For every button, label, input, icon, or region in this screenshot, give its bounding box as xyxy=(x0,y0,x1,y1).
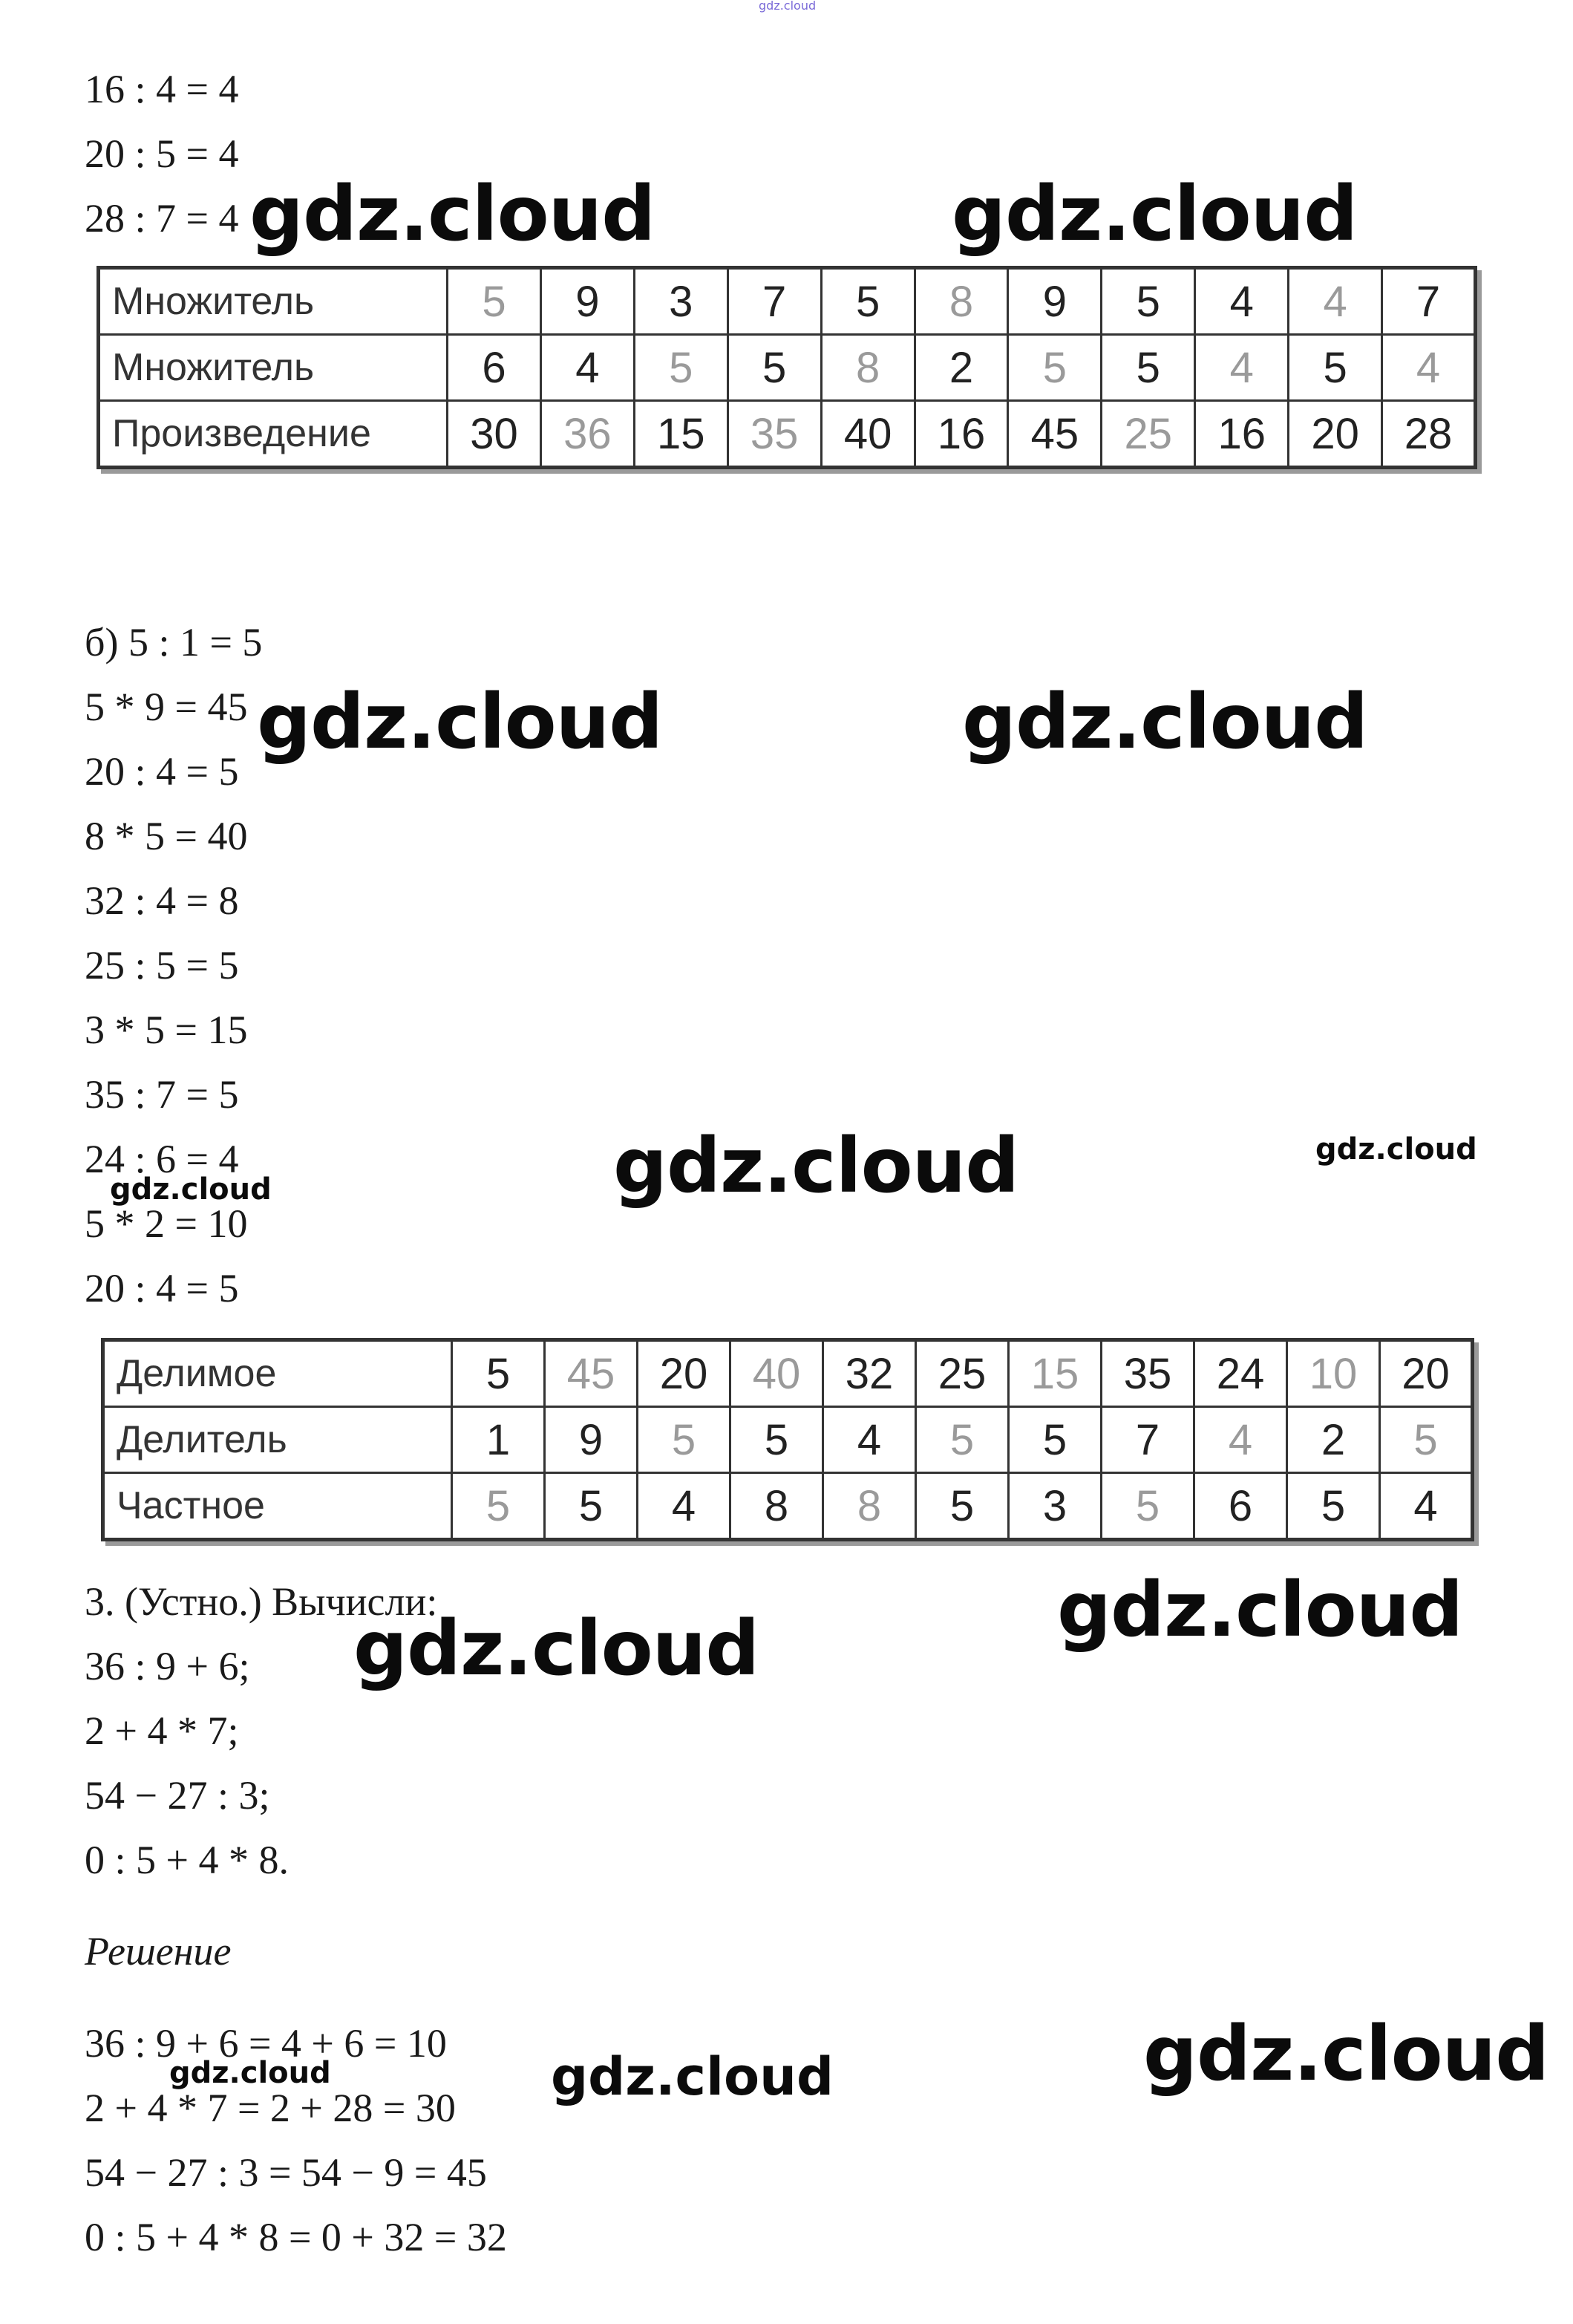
division-table-cell: 5 xyxy=(916,1473,1009,1540)
multiplication-table-row-label: Множитель xyxy=(99,335,448,401)
division-table-cell: 2 xyxy=(1287,1407,1380,1473)
multiplication-table-cell: 5 xyxy=(634,335,727,401)
part-b-line-3: 20 : 4 = 5 xyxy=(85,749,239,794)
watermark: gdz.cloud xyxy=(1057,1566,1463,1654)
division-table xyxy=(101,1338,1474,1541)
multiplication-table-cell: 4 xyxy=(1195,335,1289,401)
multiplication-table-cell: 5 xyxy=(1102,268,1195,335)
task3-title: 3. (Устно.) Вычисли: xyxy=(85,1579,438,1624)
solution-line-3: 54 − 27 : 3 = 54 − 9 = 45 xyxy=(85,2150,487,2195)
division-table-cell: 5 xyxy=(1380,1407,1473,1473)
division-table-cell: 25 xyxy=(916,1340,1009,1407)
multiplication-table-cell: 25 xyxy=(1102,401,1195,468)
multiplication-table-cell: 5 xyxy=(727,335,821,401)
part-b-line-6: 25 : 5 = 5 xyxy=(85,943,239,988)
multiplication-table-cell: 6 xyxy=(448,335,541,401)
division-table-cell: 4 xyxy=(1194,1407,1287,1473)
multiplication-table-cell: 5 xyxy=(1289,335,1382,401)
division-table-cell: 6 xyxy=(1194,1473,1287,1540)
division-table-cell: 20 xyxy=(638,1340,730,1407)
division-table-cell: 5 xyxy=(1287,1473,1380,1540)
multiplication-table-cell: 28 xyxy=(1382,401,1476,468)
division-table-cell: 4 xyxy=(823,1407,916,1473)
solution-line-2: 2 + 4 * 7 = 2 + 28 = 30 xyxy=(85,2086,456,2130)
division-table-cell: 9 xyxy=(545,1407,638,1473)
division-table-cell: 7 xyxy=(1102,1407,1194,1473)
multiplication-table-cell: 45 xyxy=(1008,401,1102,468)
part-b-line-8: 35 : 7 = 5 xyxy=(85,1072,239,1117)
multiplication-table xyxy=(97,266,1477,469)
multiplication-table-cell: 5 xyxy=(821,268,915,335)
multiplication-table-cell: 7 xyxy=(1382,268,1476,335)
multiplication-table-cell: 8 xyxy=(915,268,1008,335)
multiplication-table-cell: 9 xyxy=(1008,268,1102,335)
division-table-cell: 5 xyxy=(545,1473,638,1540)
multiplication-table-cell: 35 xyxy=(727,401,821,468)
watermark: gdz.cloud xyxy=(613,1122,1019,1210)
division-table-row-label: Частное xyxy=(103,1473,452,1540)
watermark: gdz.cloud xyxy=(962,678,1368,766)
division-table-cell: 5 xyxy=(916,1407,1009,1473)
division-table-cell: 5 xyxy=(730,1407,823,1473)
watermark: gdz.cloud xyxy=(169,2056,331,2090)
division-table-cell: 1 xyxy=(452,1407,545,1473)
part-b-line-4: 8 * 5 = 40 xyxy=(85,814,248,858)
watermark: gdz.cloud xyxy=(1143,2010,1549,2098)
part-b-line-9: 24 : 6 = 4 xyxy=(85,1137,239,1181)
division-table-cell: 20 xyxy=(1380,1340,1473,1407)
watermark: gdz.cloud xyxy=(1315,1132,1477,1166)
task3-expr-2: 2 + 4 * 7; xyxy=(85,1708,239,1753)
watermark: gdz.cloud xyxy=(551,2046,834,2107)
multiplication-table-row-label: Произведение xyxy=(99,401,448,468)
multiplication-table-cell: 15 xyxy=(634,401,727,468)
division-table-row xyxy=(103,1340,1473,1407)
division-table-cell: 32 xyxy=(823,1340,916,1407)
division-table-cell: 45 xyxy=(545,1340,638,1407)
division-table-row xyxy=(103,1473,1473,1540)
part-b-line-7: 3 * 5 = 15 xyxy=(85,1008,248,1052)
part-b-line-2: 5 * 9 = 45 xyxy=(85,685,248,729)
multiplication-table-cell: 5 xyxy=(448,268,541,335)
task3-expr-3: 54 − 27 : 3; xyxy=(85,1773,270,1818)
watermark: gdz.cloud xyxy=(952,170,1358,258)
multiplication-table-cell: 4 xyxy=(540,335,634,401)
multiplication-table-cell: 8 xyxy=(821,335,915,401)
multiplication-table-cell: 30 xyxy=(448,401,541,468)
multiplication-table-cell: 40 xyxy=(821,401,915,468)
solution-label: Решение xyxy=(85,1929,232,1974)
multiplication-table-cell: 4 xyxy=(1289,268,1382,335)
part-b-line-5: 32 : 4 = 8 xyxy=(85,878,239,923)
division-table-cell: 8 xyxy=(730,1473,823,1540)
division-table-cell: 4 xyxy=(1380,1473,1473,1540)
division-table-cell: 15 xyxy=(1009,1340,1102,1407)
division-table-cell: 10 xyxy=(1287,1340,1380,1407)
division-table-cell: 4 xyxy=(638,1473,730,1540)
division-table-cell: 5 xyxy=(1009,1407,1102,1473)
multiplication-table-cell: 4 xyxy=(1382,335,1476,401)
multiplication-table-cell: 16 xyxy=(1195,401,1289,468)
multiplication-table-cell: 16 xyxy=(915,401,1008,468)
multiplication-table-cell: 5 xyxy=(1102,335,1195,401)
division-table-cell: 5 xyxy=(452,1473,545,1540)
division-table-row-label: Делитель xyxy=(103,1407,452,1473)
division-table-cell: 35 xyxy=(1102,1340,1194,1407)
multiplication-table-row-label: Множитель xyxy=(99,268,448,335)
multiplication-table-row xyxy=(99,401,1476,468)
top-watermark: gdz.cloud xyxy=(759,0,817,13)
multiplication-table-cell: 36 xyxy=(540,401,634,468)
task3-expr-1: 36 : 9 + 6; xyxy=(85,1644,250,1688)
multiplication-table-cell: 7 xyxy=(727,268,821,335)
multiplication-table-row xyxy=(99,335,1476,401)
division-table-cell: 5 xyxy=(1102,1473,1194,1540)
part-b-line-1: б) 5 : 1 = 5 xyxy=(85,620,263,665)
division-table-cell: 5 xyxy=(452,1340,545,1407)
division-table-cell: 3 xyxy=(1009,1473,1102,1540)
solution-line-4: 0 : 5 + 4 * 8 = 0 + 32 = 32 xyxy=(85,2215,507,2259)
part-b-line-10: 5 * 2 = 10 xyxy=(85,1201,248,1246)
part-a-line-2: 20 : 5 = 4 xyxy=(85,131,239,176)
multiplication-table-cell: 9 xyxy=(540,268,634,335)
part-b-line-11: 20 : 4 = 5 xyxy=(85,1266,239,1310)
watermark: gdz.cloud xyxy=(257,678,663,766)
division-table-cell: 5 xyxy=(638,1407,730,1473)
multiplication-table-cell: 3 xyxy=(634,268,727,335)
watermark: gdz.cloud xyxy=(249,170,655,258)
task3-expr-4: 0 : 5 + 4 * 8. xyxy=(85,1838,289,1882)
division-table-row xyxy=(103,1407,1473,1473)
multiplication-table-row xyxy=(99,268,1476,335)
part-a-line-1: 16 : 4 = 4 xyxy=(85,67,239,111)
multiplication-table-cell: 5 xyxy=(1008,335,1102,401)
watermark: gdz.cloud xyxy=(110,1172,272,1207)
division-table-cell: 8 xyxy=(823,1473,916,1540)
part-a-line-3: 28 : 7 = 4 xyxy=(85,196,239,241)
multiplication-table-cell: 2 xyxy=(915,335,1008,401)
division-table-cell: 40 xyxy=(730,1340,823,1407)
multiplication-table-cell: 20 xyxy=(1289,401,1382,468)
division-table-row-label: Делимое xyxy=(103,1340,452,1407)
watermark: gdz.cloud xyxy=(353,1605,759,1693)
division-table-cell: 24 xyxy=(1194,1340,1287,1407)
multiplication-table-cell: 4 xyxy=(1195,268,1289,335)
solution-line-1: 36 : 9 + 6 = 4 + 6 = 10 xyxy=(85,2021,447,2066)
